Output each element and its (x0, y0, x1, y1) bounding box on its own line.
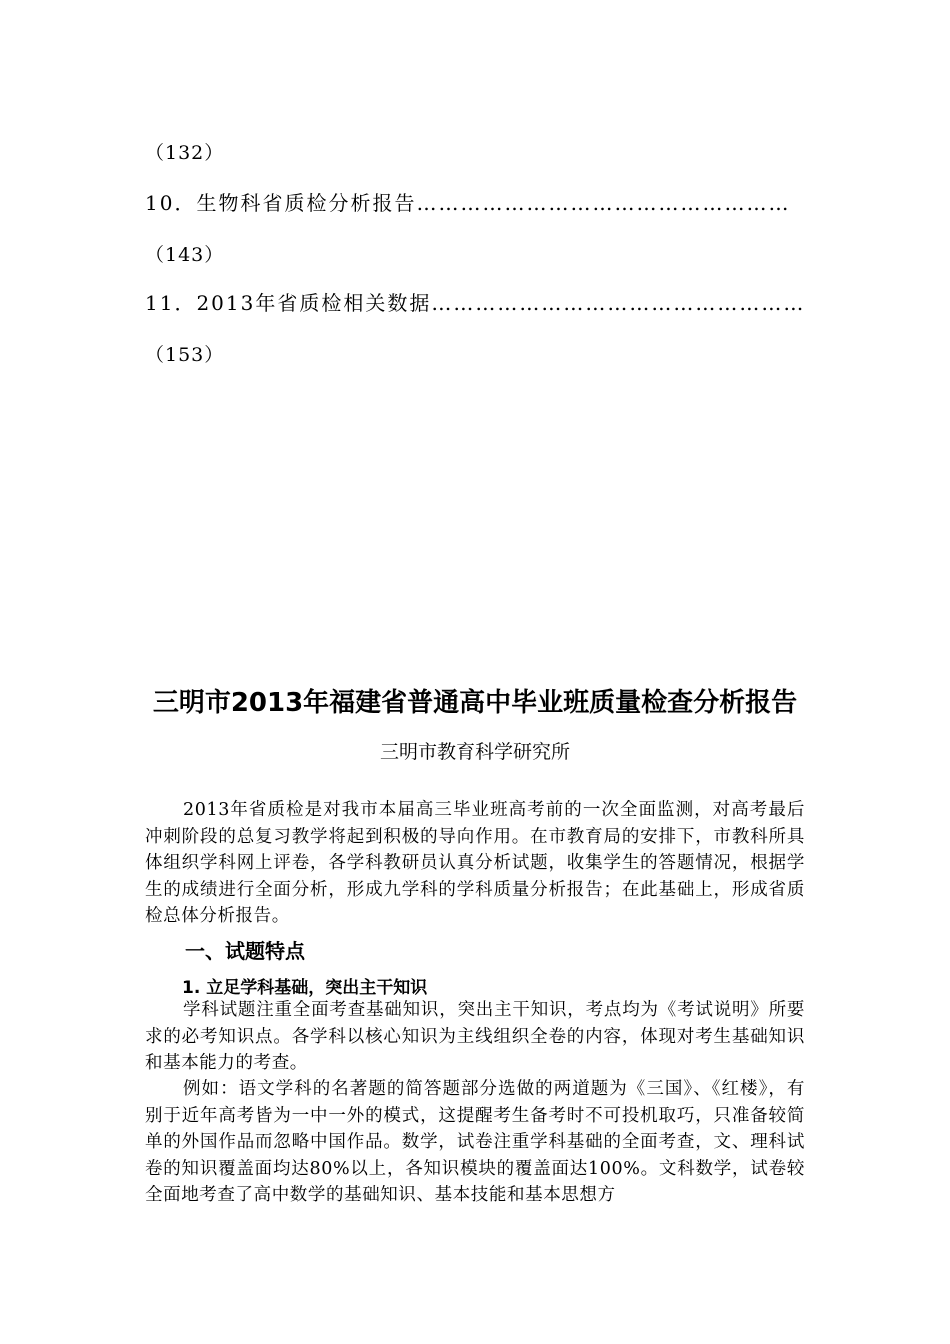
toc-item-11: 11．2013年省质检相关数据…………………………………………… (145, 291, 806, 315)
subsection-1-paragraph-1: 学科试题注重全面考查基础知识，突出主干知识，考点均为《考试说明》所要求的必考知识点。各学科以核心知识为主线组织全卷的内容，体现对考生基础知识和基本能力的考查。 (145, 1000, 805, 1073)
toc-page-number-10: （143） (145, 244, 225, 266)
toc-page-number-11: （153） (145, 344, 225, 366)
subsection-heading-1: 1. 立足学科基础，突出主干知识 (182, 978, 428, 998)
toc-item-10: 10．生物科省质检分析报告…………………………………………… (145, 191, 791, 215)
intro-paragraph: 2013年省质检是对我市本届高三毕业班高考前的一次全面监测，对高考最后冲刺阶段的总复习教学将起到积极的导向作用。在市教育局的安排下，市教科所具体组织学科网上评卷，各学科教研员认真分析试题，收集学生的答题情况，根据学生的成绩进行全面分析，形成九学科的学科质量分析报告；在此基础上，形成省质检总体分析报告。 (145, 800, 805, 926)
report-author: 三明市教育科学研究所 (379, 741, 570, 763)
subsection-1-paragraph-2: 例如：语文学科的名著题的简答题部分选做的两道题为《三国》、《红楼》，有别于近年高考皆为一中一外的模式，这提醒考生备考时不可投机取巧，只准备较简单的外国作品而忽略中国作品。数学，试卷注重学科基础的全面考查，文、理科试卷的知识覆盖面均达80%以上，各知识模块的覆盖面达100%。文科数学，试卷较全面地考查了高中数学的基础知识、基本技能和基本思想方 (145, 1079, 805, 1205)
report-title: 三明市2013年福建省普通高中毕业班质量检查分析报告 (152, 688, 798, 718)
section-heading-1: 一、试题特点 (185, 939, 305, 963)
toc-page-number-prev: （132） (145, 142, 225, 164)
